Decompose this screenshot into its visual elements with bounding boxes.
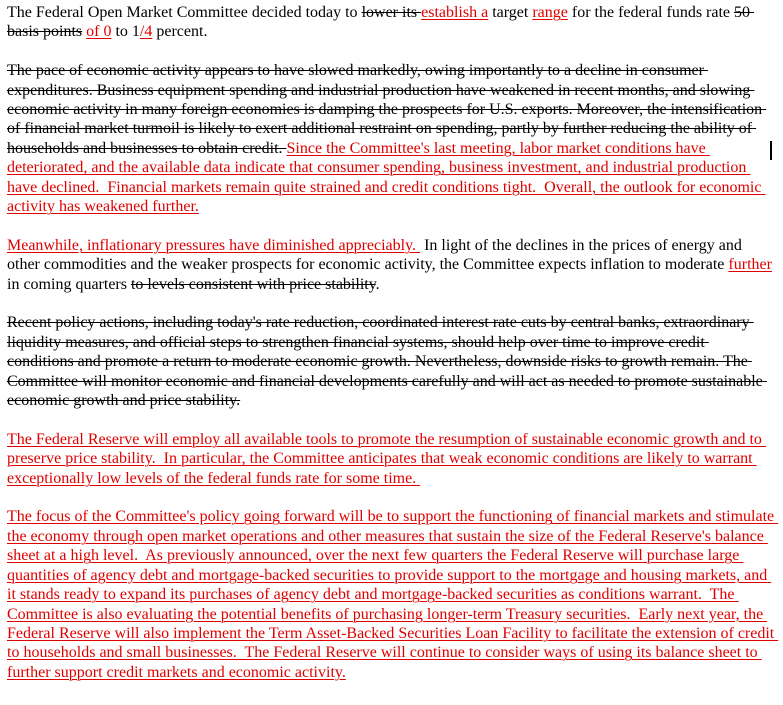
text-run: In light of the declines in the prices of energy and other commodities and the weaker prospects for economic activity, the Committee expects inflation to moderate [7, 236, 746, 274]
text-run: to 1 [111, 23, 140, 41]
inserted-text-run: establish a [421, 4, 489, 21]
text-run: The Federal Open Market Committee decided today to [7, 4, 362, 21]
text-run: . [375, 275, 380, 293]
inserted-text-run: The focus of the Committee's policy going forward will be to support the functioning of financial markets and stimulate the economy through open market operations and other measures that sustain the size of the Federal Reserve's balance sheet at a high level. As previously announced, over the next few quarters the Federal Reserve will purchase large quantities of agency debt and mortgage-backed securities to provide support to the mortgage and housing markets, and it stands ready to expand its purchases of agency debt and mortgage-backed securities as conditions warrant. The Committee is also evaluating the potential benefits of purchasing longer-term Treasury securities. Early next year, the Federal Reserve will also implement the Term Asset-Backed Securities Loan Facility to facilitate the extension of credit to households and small businesses. The Federal Reserve will continue to consider ways of using its balance sheet to further support credit markets and economic activity. [7, 508, 779, 681]
inserted-text-run: Meanwhile, inflationary pressures have diminished appreciably. [7, 236, 421, 254]
text-run: target [488, 4, 533, 21]
deleted-text-run: to levels consistent with price stability [130, 275, 376, 293]
inserted-text-run: /4 [139, 23, 153, 41]
changed-line-bar [770, 141, 772, 160]
text-run: percent. [152, 23, 208, 41]
paragraph-economic-activity [7, 61, 775, 216]
deleted-text-run: Recent policy actions, including today's rate reduction, coordinated interest rate cuts by central banks, extraordinary liquidity measures, and official steps to strengthen financial systems, should help over time to improve credit conditions and promote a return to moderate economic growth. Nevertheless, downside risks to growth remain. The Committee will monitor economic and financial developments carefully and will act as needed to promote sustainable economic growth and price stability. [7, 314, 767, 410]
paragraph-policy-actions-deleted [7, 313, 775, 410]
text-run: in coming quarters [7, 256, 776, 293]
paragraph-balance-sheet-policy [7, 507, 779, 682]
inserted-text-run: The Federal Reserve will employ all available tools to promote the resumption of sustainable economic growth and to preserve price stability. In particular, the Committee anticipates that weak economic conditions are likely to warrant exceptionally low levels of the federal funds rate for some time. [7, 430, 766, 487]
inserted-text-run: range [532, 4, 568, 21]
deleted-text-run: The pace of economic activity appears to have slowed markedly, owing importantly to a decline in consumer expenditures. Business equipment spending and industrial production have weakened in recent months, and slowing economic activity in many foreign economies is damping the prospects for U.S. exports. Moreover, the intensification of financial market turmoil is likely to exert additional restraint on spending, partly by further reducing the ability of households and businesses to obtain credit. [7, 62, 767, 157]
inserted-text-run: Since the Committee's last meeting, labor market conditions have deteriorated, and the available data indicate that consumer spending, business investment, and industrial production have declined. Financial markets remain quite strained and credit conditions tight. Overall, the outlook for economic activity has weakened further. [7, 139, 766, 216]
inserted-text-run: of 0 [86, 23, 112, 41]
deleted-text-run: lower its [361, 4, 422, 21]
text-run: for the federal funds rate [567, 4, 735, 21]
inserted-text-run: further [728, 256, 772, 274]
paragraph-inflation [7, 236, 775, 294]
paragraph-rate-decision [7, 3, 775, 42]
paragraph-all-available-tools [7, 430, 775, 488]
deleted-text-run: 50 basis points [7, 4, 755, 41]
